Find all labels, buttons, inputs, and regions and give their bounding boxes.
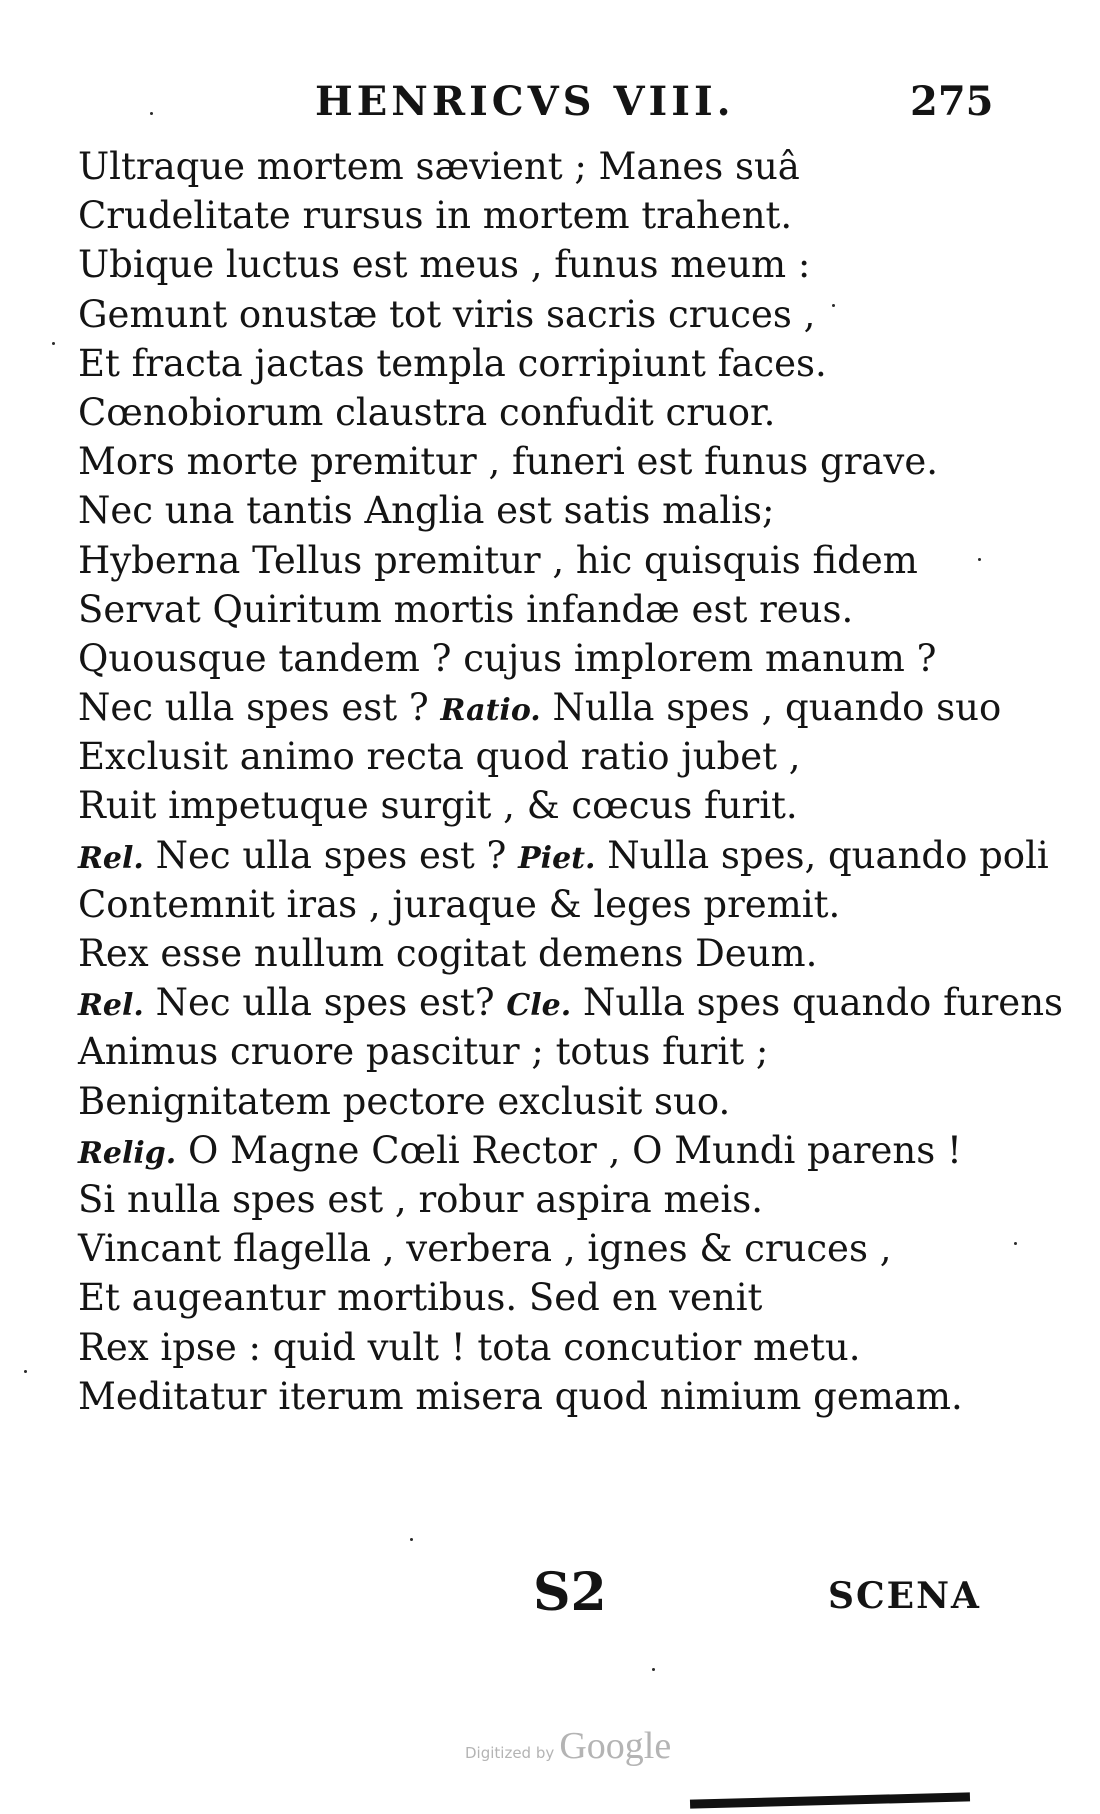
print-speck — [832, 304, 835, 307]
verse-line — [78, 585, 1018, 634]
verse-line — [78, 732, 1018, 781]
verse-line — [78, 1126, 1018, 1175]
verse-segment: Exclusit animo recta quod ratio jubet , — [78, 735, 801, 779]
verse-segment: Si nulla spes est , robur aspira meis. — [78, 1177, 764, 1221]
speaker-label: Rel. — [78, 840, 144, 876]
digitization-watermark — [465, 1724, 671, 1768]
verse-segment: Nulla spes, quando poli — [595, 833, 1049, 877]
speaker-label: Relig. — [78, 1135, 177, 1171]
verse-segment: Nec ulla spes est ? — [143, 833, 519, 877]
page-edge-shadow — [690, 1792, 970, 1808]
speaker-label: Cle. — [506, 988, 572, 1024]
verse-segment: O Magne Cœli Rector , O Mundi parens ! — [176, 1128, 962, 1172]
verse-line — [78, 1077, 1018, 1126]
verse-line — [78, 1323, 1018, 1372]
verse-segment: Gemunt onustæ tot viris sacris cruces , — [78, 292, 816, 336]
verse-line — [78, 978, 1064, 1027]
verse-line — [78, 536, 1018, 585]
verse-line — [78, 437, 1018, 486]
verse-segment: Benignitatem pectore exclusit suo. — [78, 1079, 731, 1123]
print-speck — [978, 558, 981, 561]
verse-line — [78, 1175, 1018, 1224]
verse-line — [78, 142, 1018, 191]
verse-segment: Nulla spes , quando suo — [540, 686, 1002, 730]
verse-segment: Et augeantur mortibus. Sed en venit — [78, 1276, 763, 1320]
verse-segment: Rex esse nullum cogitat demens Deum. — [78, 932, 818, 975]
verse-line — [78, 1224, 1018, 1273]
speaker-label: Rel. — [78, 988, 144, 1024]
verse-segment: Ultraque mortem sævient ; Manes suâ — [78, 145, 800, 188]
verse-segment: Contemnit iras , juraque & leges premit. — [78, 882, 841, 926]
catchword: SCENA — [828, 1575, 981, 1617]
verse-text-block — [78, 142, 1064, 1421]
verse-line — [78, 1273, 1018, 1322]
verse-segment: Nec ulla spes est? — [143, 981, 507, 1025]
print-speck — [1014, 1242, 1017, 1245]
print-speck — [652, 1668, 655, 1671]
verse-line — [78, 929, 1018, 978]
verse-line — [78, 683, 1018, 732]
verse-line — [78, 388, 1018, 437]
verse-line — [78, 339, 1018, 388]
verse-line — [78, 240, 1018, 289]
verse-segment: Servat Quiritum mortis infandæ est reus. — [78, 587, 854, 631]
watermark-prefix: Digitized by — [465, 1744, 555, 1762]
verse-line — [78, 486, 1018, 535]
verse-line — [78, 781, 1018, 830]
verse-segment: Nec una tantis Anglia est satis malis; — [78, 489, 775, 533]
print-speck — [150, 112, 153, 115]
verse-segment: Rex ipse : quid vult ! tota concutior metu. — [78, 1325, 861, 1369]
verse-line — [78, 831, 1049, 880]
running-title: HENRICVS VIII. — [315, 78, 735, 125]
verse-segment: Hyberna Tellus premitur , hic quisquis fidem — [78, 538, 918, 582]
verse-segment: Quousque tandem ? cujus implorem manum ? — [78, 636, 937, 680]
verse-segment: Meditatur iterum misera quod nimium gemam. — [78, 1374, 963, 1418]
verse-line — [78, 1027, 1018, 1076]
verse-line — [78, 880, 1018, 929]
verse-line — [78, 634, 1018, 683]
verse-segment: Ubique luctus est meus , funus meum : — [78, 243, 811, 287]
verse-segment: Mors morte premitur , funeri est funus grave. — [78, 440, 938, 484]
page-number: 275 — [910, 78, 994, 125]
watermark-brand: Google — [559, 1725, 672, 1767]
verse-line — [78, 290, 1018, 339]
print-speck — [410, 1538, 413, 1541]
verse-line — [78, 191, 1018, 240]
verse-segment: Cœnobiorum claustra confudit cruor. — [78, 390, 776, 434]
verse-segment: Ruit impetuque surgit , & cœcus furit. — [78, 784, 798, 828]
verse-segment: Nulla spes quando furens — [571, 981, 1064, 1025]
speaker-label: Piet. — [518, 840, 596, 876]
verse-segment: Vincant flagella , verbera , ignes & cruces , — [78, 1227, 892, 1271]
print-speck — [24, 1370, 27, 1373]
signature-mark: S2 — [533, 1562, 607, 1623]
verse-line — [78, 1372, 1018, 1421]
verse-segment: Et fracta jactas templa corripiunt faces. — [78, 341, 827, 385]
speaker-label: Ratio. — [440, 693, 541, 729]
print-speck — [52, 342, 55, 345]
verse-segment: Crudelitate rursus in mortem trahent. — [78, 194, 793, 238]
verse-segment: Nec ulla spes est ? — [78, 686, 441, 730]
verse-segment: Animus cruore pascitur ; totus furit ; — [78, 1030, 769, 1074]
